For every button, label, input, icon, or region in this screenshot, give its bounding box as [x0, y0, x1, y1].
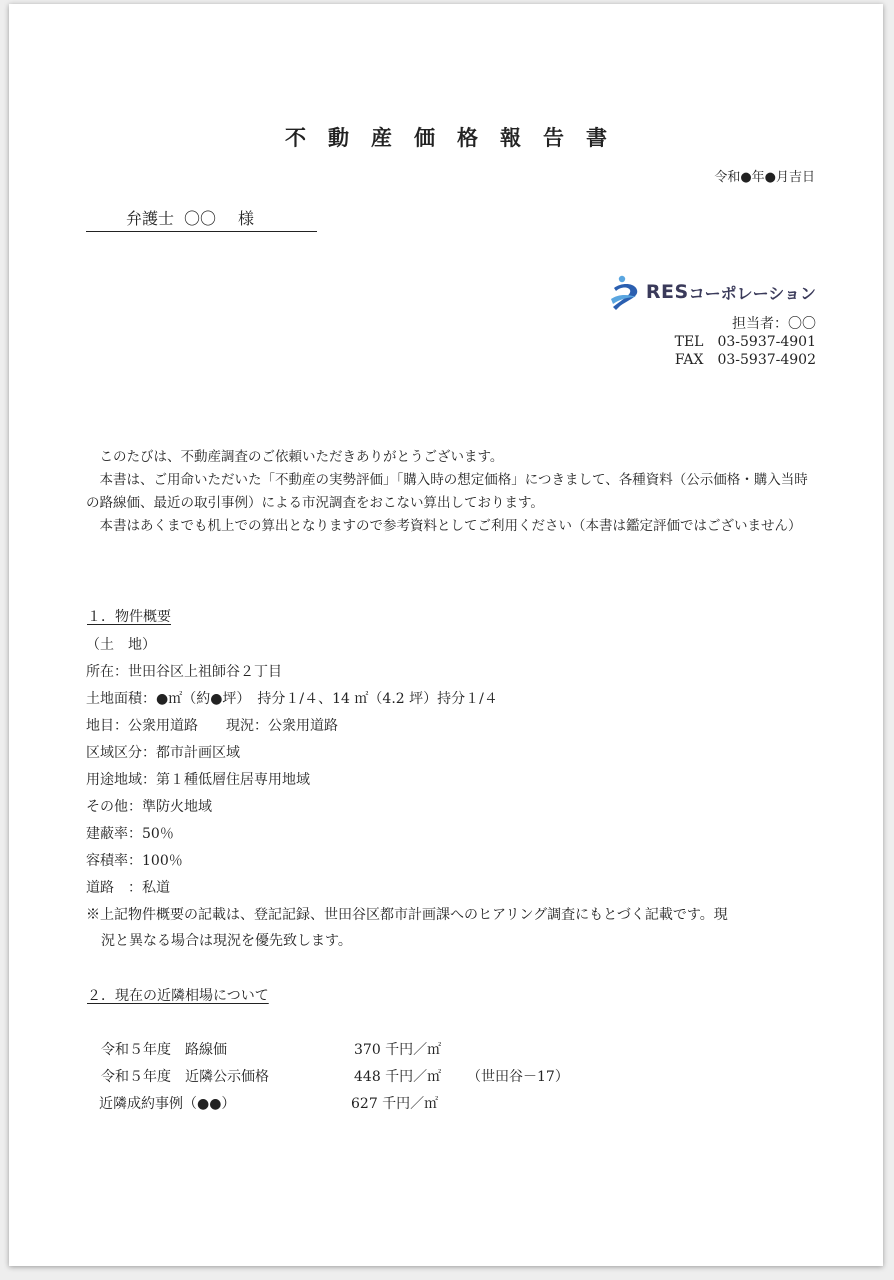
intro-paragraph: 本書はあくまでも机上での算出となりますので参考資料としてご利用ください（本書は鑑定評価ではございません）	[99, 518, 802, 534]
price-row-label: 令和５年度 路線価	[101, 1042, 227, 1058]
contact-person: 担当者：〇〇	[732, 316, 816, 332]
property-land-category: 地目：公衆用道路 現況：公衆用道路	[86, 718, 338, 734]
company-logo-latin: RES	[645, 281, 689, 303]
company-logo-kana: コーポレーション	[688, 283, 816, 303]
property-note-line1: ※上記物件概要の記載は、登記記録、世田谷区都市計画課へのヒアリング調査にもとづく記載です。現	[86, 907, 728, 923]
addressee-title: 弁護士	[126, 209, 175, 228]
property-location: 所在：世田谷区上祖師谷２丁目	[86, 664, 282, 680]
property-area-division: 区域区分：都市計画区域	[86, 745, 240, 761]
price-row-value: 370 千円／㎡	[354, 1042, 442, 1058]
document-date: 令和●年●月吉日	[714, 170, 815, 185]
intro-paragraph: このたびは、不動産調査のご依頼いただきありがとうございます。	[99, 449, 504, 465]
price-row-extra: （世田谷－17）	[467, 1069, 569, 1085]
document-title: 不動産価格報告書	[285, 125, 629, 150]
section2-heading: ２．現在の近隣相場について	[87, 988, 269, 1004]
price-row-label: 令和５年度 近隣公示価格	[101, 1069, 269, 1085]
property-land-area: 土地面積：●㎡（約●坪） 持分１/４、14 ㎡（4.2 坪）持分１/４	[86, 691, 498, 707]
property-land-label: （土 地）	[86, 637, 156, 653]
property-zoning: 用途地域：第１種低層住居専用地域	[86, 772, 310, 788]
addressee-name: 〇〇	[184, 209, 217, 228]
intro-paragraph: 本書は、ご用命いただいた「不動産の実勢評価」「購入時の想定価格」につきまして、各種資料（公示価格・購入当時の路線価、最近の取引事例）による市況調査をおこない算出しております。	[86, 472, 808, 511]
property-coverage-ratio: 建蔽率：50％	[86, 826, 174, 842]
contact-fax: FAX 03-5937-4902	[674, 352, 816, 368]
section1-heading: １．物件概要	[87, 609, 171, 625]
price-row-label: 近隣成約事例（●●）	[99, 1096, 236, 1112]
price-row-value: 627 千円／㎡	[351, 1096, 439, 1112]
contact-tel: TEL 03-5937-4901	[674, 334, 816, 350]
property-road: 道路 ：私道	[86, 880, 170, 896]
property-floor-area-ratio: 容積率：100％	[86, 853, 183, 869]
company-logo-mark-icon	[608, 273, 644, 311]
addressee-honorific: 様	[238, 209, 255, 228]
document-page	[9, 4, 883, 1266]
company-logo	[608, 273, 816, 311]
company-contact	[675, 315, 816, 369]
intro-paragraphs	[86, 446, 810, 538]
addressee	[86, 206, 317, 232]
property-other: その他：準防火地域	[86, 799, 212, 815]
property-note-line2: 況と異なる場合は現況を優先致します。	[101, 933, 352, 949]
price-row-value: 448 千円／㎡	[354, 1069, 442, 1085]
